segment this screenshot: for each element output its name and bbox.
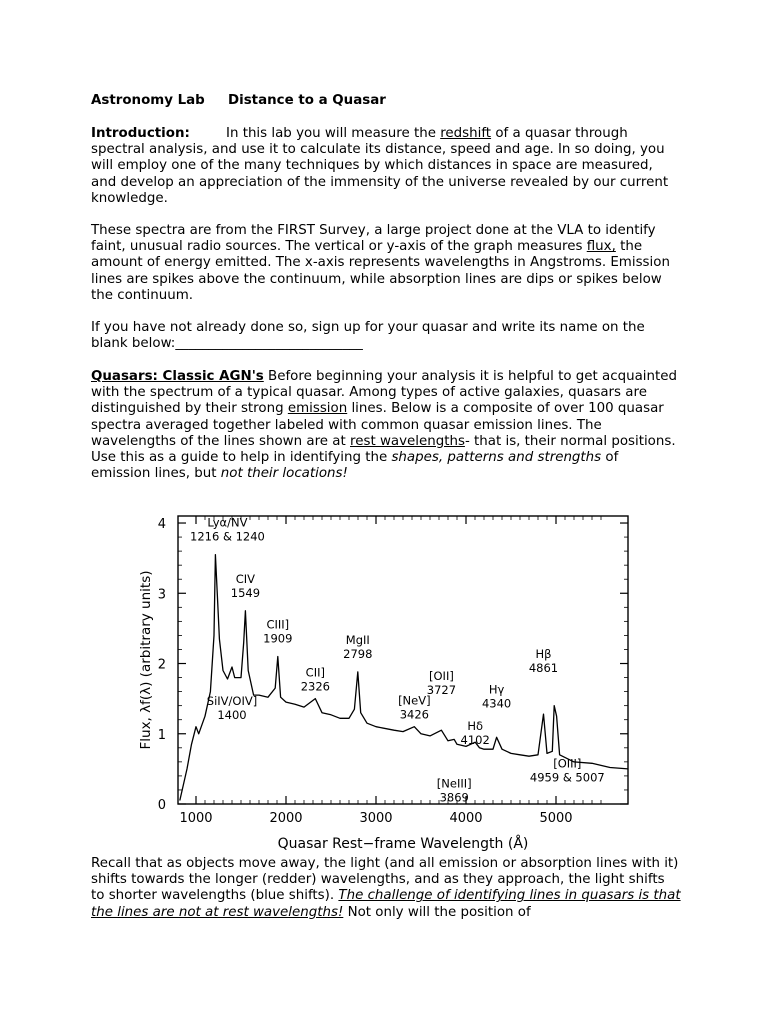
line-label: MgII [345,632,370,647]
line-label: 4340 [481,696,512,711]
chart-svg [130,500,640,860]
line-label: Hγ [488,682,505,697]
line-label: 1216 & 1240 [190,529,265,544]
rest-wavelengths-term: rest wavelengths [350,433,465,449]
y-tick-label: 4 [157,517,166,533]
quasars-heading: Quasars: Classic AGN's [91,369,264,384]
quasar-spectrum-chart [130,500,640,860]
x-tick-label: 2000 [269,811,303,826]
x-tick-label: 5000 [539,811,573,826]
y-tick-label: 0 [157,798,166,813]
page-title [91,93,681,109]
y-tick-label: 1 [157,727,166,743]
recall-paragraph: Recall that as objects move away, the light (and all emission or absorption lines with it) shifts towards the longer (redder) wavelengths, and as they approach, the light shifts to shorter wavelengths (blue shifts). The challenge of identifying lines in quasars is that the lines are not at rest wavelengths! Not only will the position of [91,856,681,920]
redshift-term: redshift [440,126,492,141]
line-label: 4959 & 5007 [529,770,605,785]
line-label: Lyα/NV [207,515,248,530]
lab-topic: Distance to a Quasar [228,93,386,108]
flux-term: flux, [586,239,616,255]
name-blank: ____________________________ [175,336,363,352]
line-label: [NeIII] [436,776,472,791]
line-label: [OII] [429,669,454,684]
line-label: 1400 [217,708,247,723]
y-tick-label: 2 [157,657,166,673]
y-tick-label: 3 [157,587,166,603]
introduction-paragraph: Introduction: In this lab you will measure the redshift of a quasar through spectral analysis, and use it to calculate its distance, speed and age. In so doing, you will employ one of the many techniques by which distances in space are measured, and develop an appreciation of the immensity of the universe revealed by our current knowledge. [91,126,669,206]
line-label: 2326 [300,679,330,694]
x-tick-label: 1000 [179,811,213,826]
line-label: 4102 [460,733,490,748]
line-label: Hδ [467,719,484,734]
line-label: 1549 [230,585,261,600]
line-label: [OIII] [553,756,582,771]
signup-paragraph: If you have not already done so, sign up for your quasar and write its name on the blank below:____________________________ [91,320,645,352]
line-label: 3426 [399,707,429,722]
line-label: [NeV] [398,693,431,708]
quasars-paragraph: Quasars: Classic AGN's Before beginning your analysis it is helpful to get acquainted with the spectrum of a typical quasar. Among types of active galaxies, quasars are distinguished by their strong emission lines. Below is a composite of over 100 quasar spectra averaged together labeled with common quasar emission lines. The wavelengths of the lines shown are at rest wavelengths- that is, their normal positions. Use this as a guide to help in identifying the shapes, patterns and strengths of emission lines, but not their locations! [91,369,677,482]
line-label: CII] [305,665,325,680]
line-label: 4861 [528,661,559,676]
spectra-paragraph: These spectra are from the FIRST Survey, a large project done at the VLA to identify faint, unusual radio sources. The vertical or y-axis of the graph measures flux, the amount of energy emitted. The x-axis represents wavelengths in Angstroms. Emission lines are spikes above the continuum, while absorption lines are dips or spikes below the continuum. [91,223,670,303]
challenge-statement: The challenge of identifying lines in quasars is that the lines are not at rest wavelengths! [91,888,681,920]
x-axis-label: Quasar Rest−frame Wavelength (Å) [277,836,529,852]
line-label: CIV [235,571,256,586]
line-label: Hβ [535,647,552,662]
line-label: 3869 [439,790,469,805]
x-tick-label: 4000 [449,811,483,826]
y-axis-label: Flux, λf(λ) (arbitrary units) [138,570,154,750]
x-tick-label: 3000 [359,811,393,826]
line-label: 2798 [343,646,373,661]
line-label: 3727 [426,683,457,698]
emission-term: emission [287,401,348,417]
line-label: SiIV/OIV] [206,694,258,709]
line-label: 1909 [263,631,293,646]
line-label: CIII] [266,617,290,632]
course-name: Astronomy Lab [91,93,205,108]
introduction-heading: Introduction: [91,126,190,141]
